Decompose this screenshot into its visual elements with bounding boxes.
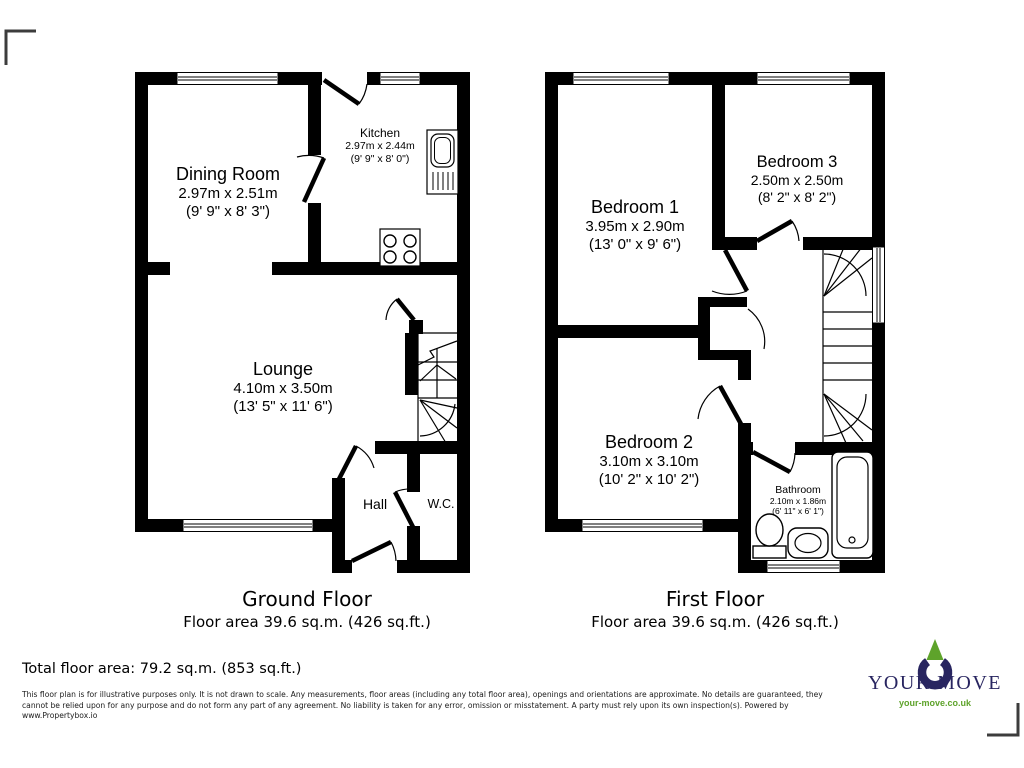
total-floor-area: Total floor area: 79.2 sq.m. (853 sq.ft.) <box>22 661 302 677</box>
room-metric: 3.10m x 3.10m <box>599 453 699 471</box>
ground-floor-walls <box>135 72 470 573</box>
room-imperial: (9' 9" x 8' 3") <box>186 202 270 220</box>
kitchen-window-icon <box>380 73 420 85</box>
your-move-logo <box>868 632 1002 708</box>
first-floor-area: Floor area 39.6 sq.m. (426 sq.ft.) <box>591 613 839 631</box>
room-name: W.C. <box>427 497 455 511</box>
basin-icon <box>788 528 828 558</box>
bedroom2-door <box>698 386 741 424</box>
logo-website-text: your-move.co.uk <box>898 698 972 708</box>
room-metric: 2.97m x 2.51m <box>178 185 278 203</box>
toilet-icon <box>753 514 786 558</box>
landing-window-icon <box>873 247 885 323</box>
room-label-bedroom1 <box>585 197 684 254</box>
room-metric: 4.10m x 3.50m <box>233 380 333 398</box>
room-metric: 2.97m x 2.44m <box>345 140 415 153</box>
room-label-lounge <box>233 359 332 416</box>
bedroom2-window-icon <box>582 520 703 532</box>
ground-floor-title: Ground Floor <box>242 587 372 611</box>
room-metric: 2.50m x 2.50m <box>750 172 844 189</box>
bathroom-window-icon <box>767 561 840 573</box>
room-name: Lounge <box>252 359 314 379</box>
room-name: Bedroom 2 <box>604 432 694 452</box>
lounge-window-icon <box>183 520 313 532</box>
first-stairs-icon <box>823 247 872 445</box>
room-label-hall <box>363 496 387 513</box>
room-label-bathroom <box>770 484 826 516</box>
bathroom-door <box>753 452 795 472</box>
room-imperial: (6' 11" x 6' 1") <box>772 506 824 517</box>
room-label-bedroom3 <box>751 153 844 206</box>
room-name: Dining Room <box>175 164 281 184</box>
bedroom1-window-icon <box>573 73 669 85</box>
room-imperial: (10' 2" x 10' 2") <box>598 470 700 488</box>
room-name: Bedroom 3 <box>756 153 838 171</box>
room-label-wc <box>427 497 454 512</box>
lounge-stairs-door <box>386 299 414 320</box>
first-floor-title: First Floor <box>665 587 765 611</box>
room-label-kitchen <box>345 126 414 165</box>
crop-mark-top-left-icon <box>6 31 36 65</box>
disclaimer-text: This floor plan is for illustrative purposes only. It is not drawn to scale. Any measurements, floor areas (including any total floor area), openings and orientations are approximate. No details are guaranteed, they cannot be relied upon for any purpose and do not form any part of any agreement. No liability is taken for any error, omission or misstatement. A party must rely upon its own inspection(s). Powered by www.Propertybox.io <box>22 690 823 721</box>
bath-icon <box>832 452 873 558</box>
bedroom3-door <box>757 221 799 241</box>
wc-door <box>395 489 413 527</box>
room-name: Kitchen <box>359 126 401 140</box>
front-door <box>352 542 396 561</box>
room-name: Hall <box>362 496 388 512</box>
bedroom1-door <box>712 250 747 294</box>
room-label-bedroom2 <box>599 432 700 489</box>
cupboard-door <box>748 309 765 349</box>
ground-stairs-icon <box>418 333 457 443</box>
kitchen-hob-icon <box>380 229 420 266</box>
room-imperial: (13' 0" x 9' 6") <box>588 235 682 253</box>
bedroom3-window-icon <box>757 73 850 85</box>
room-imperial: (13' 5" x 11' 6") <box>233 397 333 415</box>
kitchen-door <box>297 155 324 202</box>
ground-floor-area: Floor area 39.6 sq.m. (426 sq.ft.) <box>183 613 431 631</box>
logo-brand-text: YOUR MOVE <box>867 672 1003 694</box>
room-label-dining <box>176 164 280 221</box>
room-metric: 2.10m x 1.86m <box>769 496 827 507</box>
room-imperial: (8' 2" x 8' 2") <box>757 188 837 205</box>
kitchen-sink-icon <box>427 130 458 194</box>
room-name: Bathroom <box>775 484 821 496</box>
room-metric: 3.95m x 2.90m <box>585 218 685 236</box>
room-imperial: (9' 9" x 8' 0") <box>350 152 410 165</box>
dining-window-icon <box>177 73 278 85</box>
room-name: Bedroom 1 <box>590 197 680 217</box>
lounge-hall-door <box>339 446 374 479</box>
